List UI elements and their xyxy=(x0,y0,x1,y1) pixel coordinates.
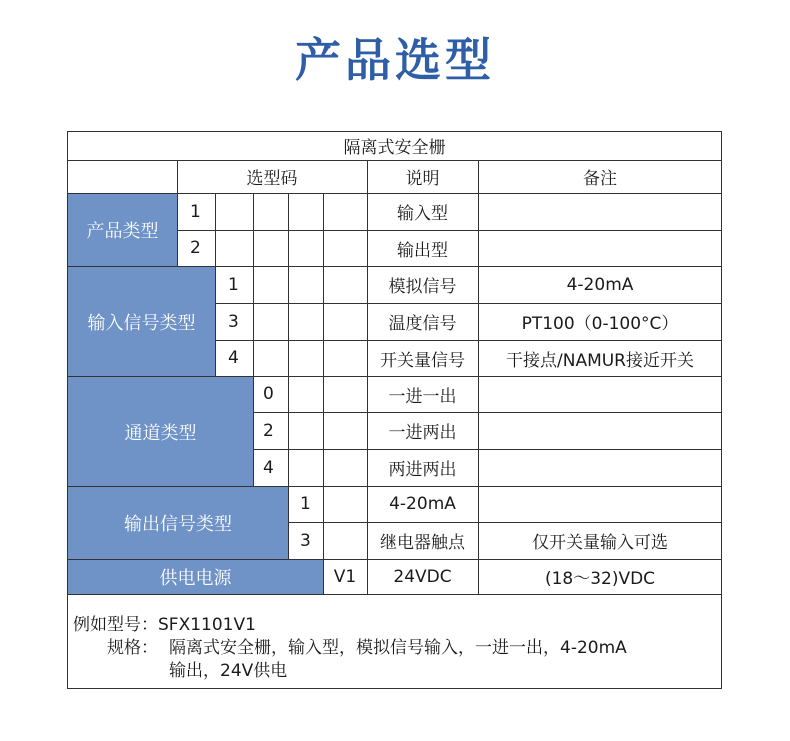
example-model-value: SFX1101V1 xyxy=(158,615,256,635)
remark-cell: (18～32)VDC xyxy=(544,569,656,589)
header-description: 说明 xyxy=(405,169,440,189)
code-cell: 4 xyxy=(263,457,274,478)
code-cell: 1 xyxy=(300,494,311,514)
description-cell: 温度信号 xyxy=(388,314,457,334)
code-cell: V1 xyxy=(333,566,357,587)
category-power-supply: 供电电源 xyxy=(68,560,323,594)
example-model xyxy=(73,610,256,635)
example-model-label: 例如型号： xyxy=(73,615,158,635)
description-cell: 模拟信号 xyxy=(388,277,457,297)
remark-cell: 4-20mA xyxy=(566,274,634,295)
code-cell: 3 xyxy=(228,311,239,332)
header-code: 选型码 xyxy=(246,169,298,189)
code-cell: 0 xyxy=(263,384,274,404)
category-output-signal-type: 输出信号类型 xyxy=(68,487,288,559)
code-cell: 2 xyxy=(190,238,201,258)
code-cell: 1 xyxy=(228,274,239,295)
remark-cell: PT100（0-100°C） xyxy=(521,314,679,334)
description-cell: 继电器触点 xyxy=(380,533,465,553)
description-cell: 一进一出 xyxy=(388,386,457,407)
page-title: 产品选型 xyxy=(295,33,495,87)
category-input-signal-type: 输入信号类型 xyxy=(68,267,215,376)
code-cell: 2 xyxy=(263,420,274,441)
table-caption: 隔离式安全栅 xyxy=(343,138,446,158)
remark-cell: 仅开关量输入可选 xyxy=(532,533,668,553)
category-channel-type: 通道类型 xyxy=(68,377,253,486)
code-cell: 3 xyxy=(300,530,311,551)
remark-cell: 干接点/NAMUR接近开关 xyxy=(506,350,694,371)
description-cell: 4-20mA xyxy=(389,494,456,514)
example-spec-label: 规格： xyxy=(107,638,158,658)
code-cell: 1 xyxy=(190,201,201,222)
category-product-type: 产品类型 xyxy=(68,194,177,266)
description-cell: 输入型 xyxy=(397,204,448,224)
header-remark: 备注 xyxy=(583,169,617,189)
example-spec-line2: 输出，24V供电 xyxy=(169,661,288,681)
description-cell: 一进两出 xyxy=(388,423,457,443)
code-cell: 4 xyxy=(228,348,239,368)
description-cell: 两进两出 xyxy=(388,460,457,480)
description-cell: 开关量信号 xyxy=(380,350,465,371)
description-cell: 输出型 xyxy=(397,240,448,261)
example-spec-line1: 隔离式安全栅，输入型，模拟信号输入，一进一出，4-20mA xyxy=(169,638,627,658)
description-cell: 24VDC xyxy=(393,566,452,587)
